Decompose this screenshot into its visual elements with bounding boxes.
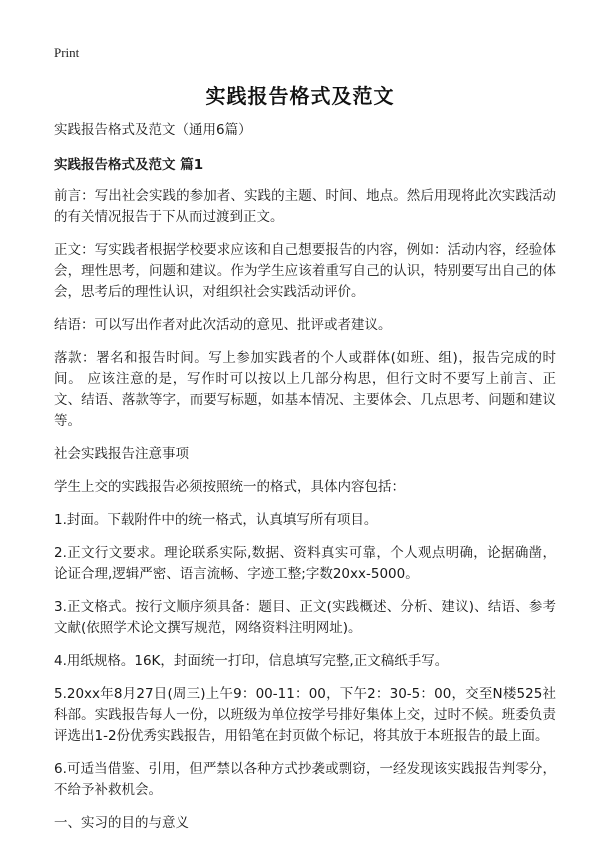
document-body (54, 120, 556, 846)
paragraph-conclusion: 结语：可以写出作者对此次活动的意见、批评或者建议。 (54, 317, 392, 333)
paragraph-signature: 落款：署名和报告时间。写上参加实践者的个人或群体(如班、组)，报告完成的时间。 应该注意的是，写作时可以按以上几部分构思，但行文时不要写上前言、正文、结语、落款等字，而要写标题，如基本情况、主要体会、几点思考、问题和建议等。 (54, 350, 556, 429)
print-label: Print (54, 45, 80, 60)
list-item-writing-requirements: 2.正文行文要求。理论联系实际,数据、资料真实可靠，个人观点明确，论据确凿，论证合理,逻辑严密、语言流畅、字迹工整;字数20xx-5000。 (54, 545, 556, 582)
document-title: 实践报告格式及范文 (205, 84, 395, 108)
paragraph-body: 正文：写实践者根据学校要求应该和自己想要报告的内容，例如：活动内容，经验体会，理性思考，问题和建议。作为学生应该着重写自己的认识，特别要写出自己的体会，思考后的理性认识，对组织社会实践活动评价。 (54, 242, 556, 300)
section-heading: 实践报告格式及范文 篇1 (54, 157, 204, 173)
section-heading-internship-purpose: 一、实习的目的与意义 (54, 815, 189, 831)
list-item-cover: 1.封面。下载附件中的统一格式，认真填写所有项目。 (54, 512, 378, 528)
document-subtitle: 实践报告格式及范文（通用6篇） (54, 122, 252, 138)
list-item-body-format: 3.正文格式。按行文顺序须具备：题目、正文(实践概述、分析、建议)、结语、参考文献(依照学术论文撰写规范，网络资料注明网址)。 (54, 599, 556, 636)
paragraph-notes-heading: 社会实践报告注意事项 (54, 446, 189, 462)
list-item-paper-spec: 4.用纸规格。16K，封面统一打印，信息填写完整,正文稿纸手写。 (54, 653, 449, 669)
list-item-plagiarism: 6.可适当借鉴、引用，但严禁以各种方式抄袭或剽窃，一经发现该实践报告判零分，不给予补救机会。 (54, 761, 556, 798)
paragraph-preface: 前言：写出社会实践的参加者、实践的主题、时间、地点。然后用现将此次实践活动的有关情况报告于下从而过渡到正文。 (54, 188, 556, 225)
list-item-submission: 5.20xx年8月27日(周三)上午9：00-11：00，下午2：30-5：00，交至N楼525社科部。实践报告每人一份，以班级为单位按学号排好集体上交，过时不候。班委负责评选出1-2份优秀实践报告，用铅笔在封页做个标记，将其放于本班报告的最上面。 (54, 686, 556, 744)
paragraph-format-intro: 学生上交的实践报告必须按照统一的格式，具体内容包括： (54, 479, 405, 495)
